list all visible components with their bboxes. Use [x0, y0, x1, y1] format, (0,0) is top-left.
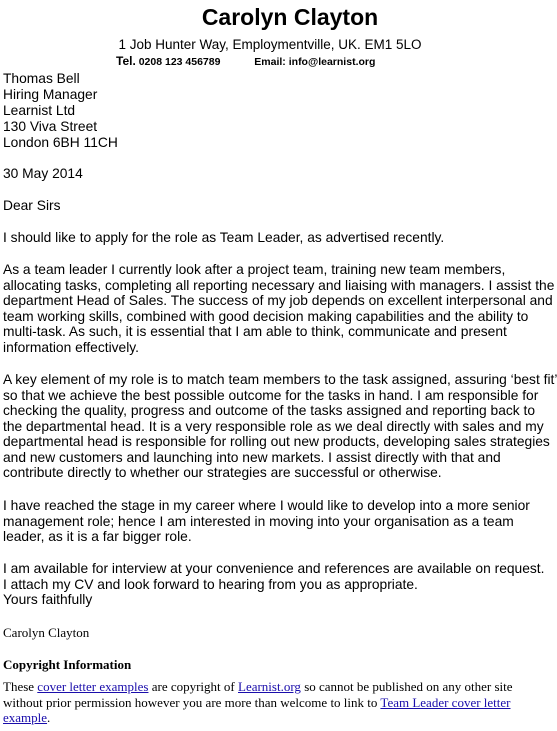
recipient-line: Learnist Ltd: [3, 103, 76, 118]
copyright-heading: Copyright Information: [3, 657, 132, 672]
paragraph-line: and new customers and launching into new markets. I assist directly with that and: [3, 449, 501, 465]
paragraph-line: I attach my CV and look forward to hearing from you as appropriate.: [3, 576, 418, 592]
body-paragraph-4: [3, 561, 557, 608]
learnist-link[interactable]: Learnist.org: [238, 679, 301, 694]
paragraph-line: allocating tasks, completing all reporting necessary and liaising with managers. I assist the: [3, 277, 555, 293]
paragraph-line: the departmental head. It is a very responsible role as we deal directly with sales and my: [3, 418, 544, 434]
paragraph-line: so that we achieve the best possible outcome for the tasks in hand. I am responsible for: [3, 387, 539, 403]
recipient-line: Hiring Manager: [3, 87, 98, 102]
paragraph-line: contribute directly to whether our strategies are successful or otherwise.: [3, 465, 442, 480]
salutation: Dear Sirs: [3, 198, 61, 213]
body-paragraph-2: [3, 372, 557, 481]
paragraph-line: checking the quality, progress and outcome of the tasks assigned and reporting back to: [3, 403, 536, 418]
paragraph-line: As a team leader I currently look after a project team, training new team members,: [3, 262, 506, 277]
body-paragraph-3: [3, 498, 557, 545]
cover-letter-examples-link[interactable]: cover letter examples: [37, 679, 149, 694]
letter-date: 30 May 2014: [3, 166, 83, 181]
email-label: Email:: [254, 56, 286, 68]
copyright-text-part: so cannot be published on any other site without prior permission however you are more than welcome to link to: [3, 679, 513, 710]
paragraph-line: departmental head is responsible for rolling out new products, developing sales strategies: [3, 434, 550, 449]
sender-name: Carolyn Clayton: [201, 4, 379, 30]
tel-value: 0208 123 456789: [138, 56, 221, 68]
paragraph-line: information effectively.: [3, 339, 139, 355]
copyright-text-part: are copyright of: [148, 679, 238, 694]
paragraph-line: management role; hence I am interested in moving into your organisation as a team: [3, 513, 514, 529]
tel-label: Tel.: [116, 54, 136, 68]
paragraph-line: department Head of Sales. The success of my job depends on excellent interpersonal and: [3, 293, 553, 308]
intro-paragraph: I should like to apply for the role as Team Leader, as advertised recently.: [3, 230, 445, 245]
paragraph-line: I have reached the stage in my career where I would like to develop into a more senior: [3, 498, 530, 513]
copyright-text: [3, 679, 551, 726]
paragraph-line: A key element of my role is to match team members to the task assigned, assuring ‘best fit’: [3, 372, 557, 387]
copyright-text-part: These: [3, 679, 38, 694]
copyright-text-part: .: [47, 710, 51, 725]
recipient-line: Thomas Bell: [3, 71, 80, 86]
body-paragraph-1: [3, 262, 557, 355]
paragraph-line: team working skills, combined with good decision making capabilities and the ability to: [3, 308, 529, 324]
paragraph-line: I am available for interview at your convenience and references are available on request.: [3, 561, 545, 576]
closing: Yours faithfully: [3, 592, 93, 607]
team-leader-cover-letter-link[interactable]: Team Leader cover letter example: [3, 694, 511, 725]
email-value: info@learnist.org: [288, 56, 376, 68]
sender-contact: [116, 54, 375, 68]
paragraph-line: leader, as it is a far bigger role.: [3, 529, 192, 544]
recipient-line: London 6BH 11CH: [3, 135, 118, 150]
signature-name: Carolyn Clayton: [3, 625, 90, 640]
recipient-line: 130 Viva Street: [3, 119, 98, 134]
sender-address: 1 Job Hunter Way, Employmentville, UK. EM1 5LO: [118, 37, 422, 52]
paragraph-line: multi-task. As such, it is essential that I am able to think, communicate and present: [3, 324, 507, 339]
